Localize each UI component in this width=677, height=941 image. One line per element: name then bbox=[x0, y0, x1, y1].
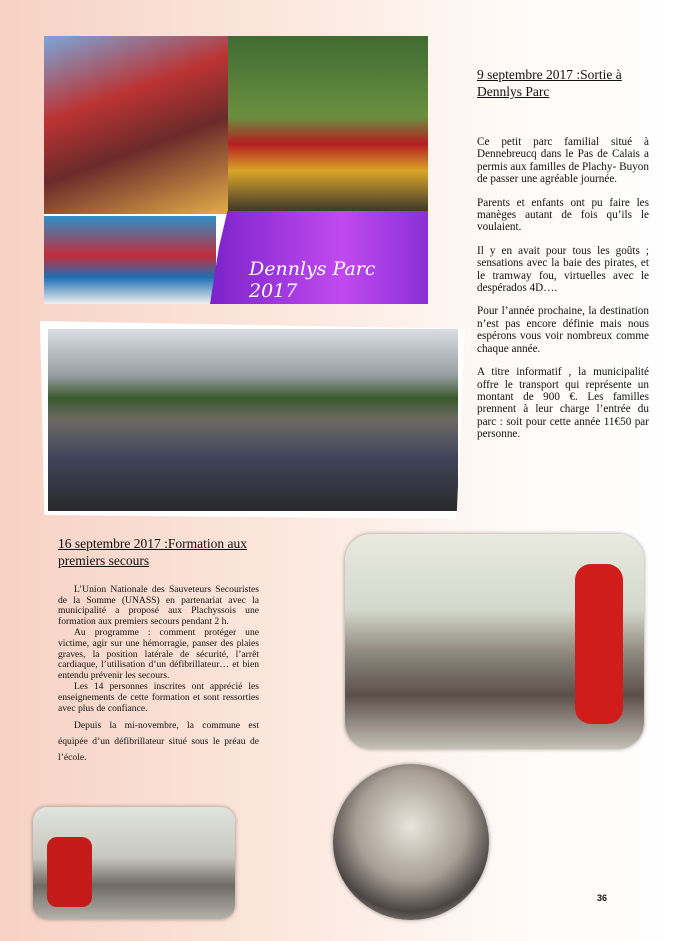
group-photo bbox=[40, 321, 465, 519]
pirate-ship-ride-photo bbox=[44, 36, 234, 214]
training-circle-photo bbox=[333, 764, 489, 920]
training-room-photo bbox=[345, 534, 644, 749]
instructor-figure bbox=[575, 564, 623, 724]
collage-title: Dennlys Parc 2017 bbox=[249, 258, 376, 302]
park-paragraph: Parents et enfants ont pu faire les manèges autant de fois qu’ils le voulaient. bbox=[477, 196, 649, 234]
training-article-heading: 16 septembre 2017 :Formation aux premiers secours bbox=[58, 536, 247, 568]
park-article bbox=[477, 66, 649, 452]
training-paragraph: Au programme : comment protéger une victime, agir sur une hémorragie, panser des plaies graves, la position latérale de sécurité, l’arrêt cardiaque, l’utilisation d’un défibrillateur… et bien entendu prévenir les secours. bbox=[58, 627, 259, 681]
park-paragraph: A titre informatif , la municipalité offre le transport qui représente un montant de 900 €. Les familles prennent à leur charge l’entrée du parc : soit pour cette année 11€50 par personne. bbox=[477, 366, 649, 441]
tram-ride-photo bbox=[228, 36, 428, 216]
park-article-heading: 9 septembre 2017 :Sortie à Dennlys Parc bbox=[477, 67, 622, 99]
training-paragraph: Les 14 personnes inscrites ont apprécié les enseignements de cette formation et sont ressorties avec plus de confiance. bbox=[58, 681, 259, 714]
group-photo-image bbox=[48, 329, 458, 511]
park-paragraph: Il y en avait pour tous les goûts ; sensations avec la baie des pirates, et le tramway fou, virtuelles avec le despérados 4D…. bbox=[477, 244, 649, 295]
training-practice-photo bbox=[33, 807, 235, 919]
park-paragraph: Ce petit parc familial situé à Dennebreucq dans le Pas de Calais a permis aux familles de Plachy- Buyon de passer une agréable journée. bbox=[477, 136, 649, 186]
bumper-boats-photo bbox=[44, 216, 216, 304]
instructor-figure bbox=[47, 837, 92, 907]
training-article bbox=[58, 535, 259, 766]
park-paragraph: Pour l’année prochaine, la destination n’est pas encore définie mais nous espérons vous voir nombreux comme chaque année. bbox=[477, 305, 649, 355]
page-number: 36 bbox=[597, 893, 608, 903]
training-paragraph: L’Union Nationale des Sauveteurs Secouristes de la Somme (UNASS) en partenariat avec la municipalité a proposé aux Plachyssois une formation aux premiers secours pendant 2 h. bbox=[58, 584, 259, 627]
park-photo-collage bbox=[44, 36, 428, 304]
training-paragraph: Depuis la mi-novembre, la commune est équipée d’un défibrillateur situé sous le préau de l’école. bbox=[58, 720, 259, 764]
